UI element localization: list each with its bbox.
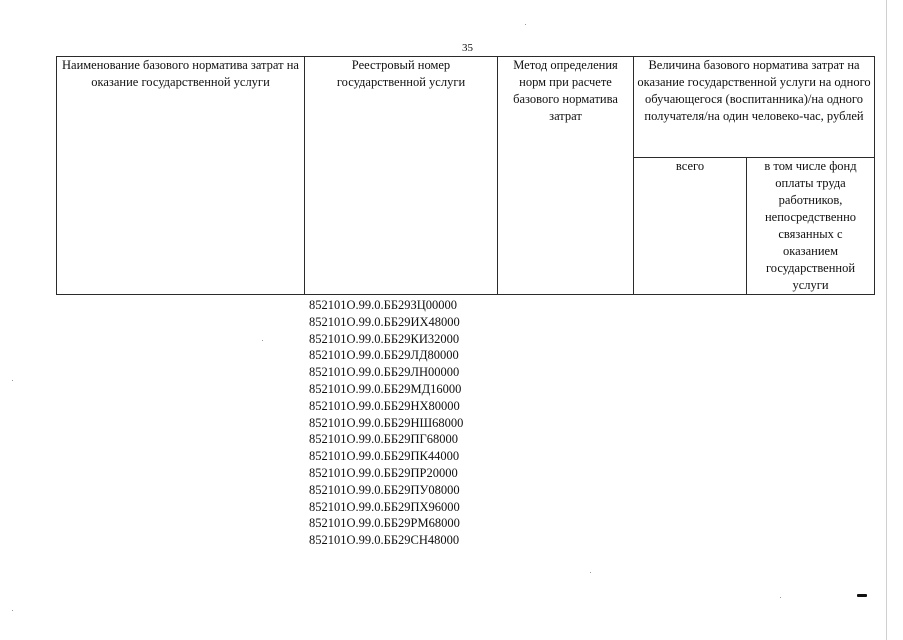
header-method: Метод определения норм при расчете базового норматива затрат xyxy=(498,57,634,295)
registry-code: 852101О.99.0.ББ29ЗЦ00000 xyxy=(309,298,458,312)
registry-code: 852101О.99.0.ББ29ЛД80000 xyxy=(309,348,459,363)
registry-code: 852101О.99.0.ББ29КИ32000 xyxy=(309,331,460,346)
table-header-row xyxy=(57,57,875,158)
registry-code: 852101О.99.0.ББ29ПК44000 xyxy=(309,449,460,464)
registry-code: 852101О.99.0.ББ29ПР20000 xyxy=(309,465,458,480)
scan-dot xyxy=(590,572,591,573)
scan-mark xyxy=(857,594,867,597)
norm-table xyxy=(56,56,875,295)
registry-code-list xyxy=(309,297,463,549)
scan-dot xyxy=(12,610,13,611)
header-norm-value: Величина базового норматива затрат на оказание государственной услуги на одного обучающегося (воспитанника)/на одного получателя/на один человеко-час, рублей xyxy=(634,57,875,158)
registry-code: 852101О.99.0.ББ29МД16000 xyxy=(309,381,462,396)
header-registry-number: Реестровый номер государственной услуги xyxy=(305,57,498,295)
scan-dot xyxy=(780,597,781,598)
registry-code: 852101О.99.0.ББ29СН48000 xyxy=(309,533,460,548)
registry-code: 852101О.99.0.ББ29НШ68000 xyxy=(309,415,464,430)
registry-code: 852101О.99.0.ББ29ПГ68000 xyxy=(309,432,459,447)
header-cost-name: Наименование базового норматива затрат на оказание государственной услуги xyxy=(57,57,305,295)
registry-code: 852101О.99.0.ББ29НХ80000 xyxy=(309,398,460,413)
page-edge-line xyxy=(886,0,887,640)
scan-dot xyxy=(525,24,526,25)
header-total: всего xyxy=(634,158,747,295)
page-number: 35 xyxy=(462,42,473,54)
registry-code: 852101О.99.0.ББ29РМ68000 xyxy=(309,516,460,531)
scan-dot xyxy=(262,340,263,341)
registry-code: 852101О.99.0.ББ29ЛН00000 xyxy=(309,365,460,380)
registry-code: 852101О.99.0.ББ29ПХ96000 xyxy=(309,499,460,514)
registry-code: 852101О.99.0.ББ29ИХ48000 xyxy=(309,314,460,329)
registry-code: 852101О.99.0.ББ29ПУ08000 xyxy=(309,482,460,497)
header-wage-fund: в том числе фонд оплаты труда работников, непосредственно связанных с оказанием государственной услуги xyxy=(747,158,875,295)
scan-dot xyxy=(12,380,13,381)
